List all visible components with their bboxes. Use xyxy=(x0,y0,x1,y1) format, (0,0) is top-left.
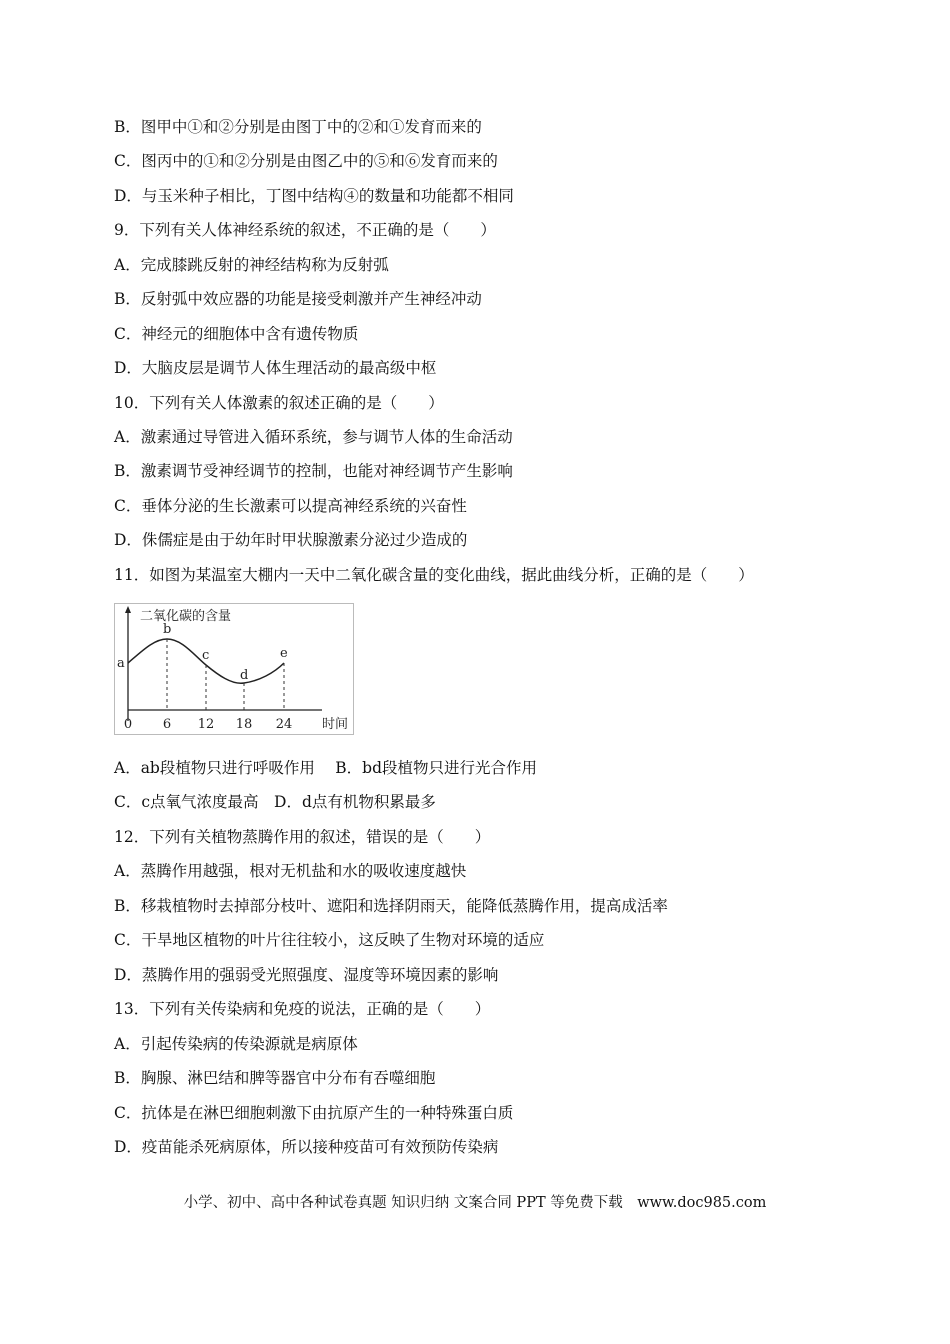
point-label-b: b xyxy=(163,622,172,637)
y-axis-label: 二氧化碳的含量 xyxy=(140,609,232,624)
option-10c: C．垂体分泌的生长激素可以提高神经系统的兴奋性 xyxy=(114,497,467,515)
option-8c: C．图丙中的①和②分别是由图乙中的⑤和⑥发育而来的 xyxy=(114,152,498,170)
option-12c: C．干旱地区植物的叶片往往较小，这反映了生物对环境的适应 xyxy=(114,931,545,949)
x-tick-label-6: 6 xyxy=(162,717,172,732)
question-9: 9．下列有关人体神经系统的叙述，不正确的是（ ） xyxy=(114,221,496,239)
options-11ab: A．ab段植物只进行呼吸作用 B．bd段植物只进行光合作用 xyxy=(114,759,538,777)
x-axis-label: 时间 xyxy=(322,717,349,732)
page-footer: 小学、初中、高中各种试卷真题 知识归纳 文案合同 PPT 等免费下载 www.doc985.com xyxy=(183,1195,767,1211)
option-13c: C．抗体是在淋巴细胞刺激下由抗原产生的一种特殊蛋白质 xyxy=(114,1104,514,1122)
x-tick-label-24: 24 xyxy=(275,717,293,732)
x-tick-label-18: 18 xyxy=(235,717,253,732)
option-13d: D．疫苗能杀死病原体，所以接种疫苗可有效预防传染病 xyxy=(114,1138,499,1156)
option-10b: B．激素调节受神经调节的控制，也能对神经调节产生影响 xyxy=(114,462,513,480)
option-10a: A．激素通过导管进入循环系统，参与调节人体的生命活动 xyxy=(114,428,513,446)
x-tick-label-0: 0 xyxy=(123,717,133,732)
point-label-a: a xyxy=(117,656,125,671)
option-12a: A．蒸腾作用越强，根对无机盐和水的吸收速度越快 xyxy=(114,862,467,880)
option-10d: D．侏儒症是由于幼年时甲状腺激素分泌过少造成的 xyxy=(114,531,468,549)
options-11cd: C．c点氧气浓度最高 D．d点有机物积累最多 xyxy=(114,793,436,811)
co2-curve-figure xyxy=(114,603,354,735)
point-label-c: c xyxy=(202,648,210,663)
question-11: 11．如图为某温室大棚内一天中二氧化碳含量的变化曲线，据此曲线分析，正确的是（ ） xyxy=(114,566,754,584)
question-10: 10．下列有关人体激素的叙述正确的是（ ） xyxy=(114,394,444,412)
option-12b: B．移栽植物时去掉部分枝叶、遮阳和选择阴雨天，能降低蒸腾作用，提高成活率 xyxy=(114,897,668,915)
option-8b: B．图甲中①和②分别是由图丁中的②和①发育而来的 xyxy=(114,118,482,136)
option-13b: B．胸腺、淋巴结和脾等器官中分布有吞噬细胞 xyxy=(114,1069,436,1087)
x-tick-label-12: 12 xyxy=(197,717,215,732)
question-13: 13．下列有关传染病和免疫的说法，正确的是（ ） xyxy=(114,1000,491,1018)
point-label-e: e xyxy=(280,646,288,661)
co2-chart xyxy=(114,603,354,735)
question-12: 12．下列有关植物蒸腾作用的叙述，错误的是（ ） xyxy=(114,828,491,846)
option-8d: D．与玉米种子相比，丁图中结构④的数量和功能都不相同 xyxy=(114,187,514,205)
option-13a: A．引起传染病的传染源就是病原体 xyxy=(114,1035,358,1053)
option-9b: B．反射弧中效应器的功能是接受刺激并产生神经冲动 xyxy=(114,290,482,308)
point-label-d: d xyxy=(240,668,249,683)
option-12d: D．蒸腾作用的强弱受光照强度、湿度等环境因素的影响 xyxy=(114,966,499,984)
option-9d: D．大脑皮层是调节人体生理活动的最高级中枢 xyxy=(114,359,437,377)
option-9a: A．完成膝跳反射的神经结构称为反射弧 xyxy=(114,256,389,274)
option-9c: C．神经元的细胞体中含有遗传物质 xyxy=(114,325,359,343)
